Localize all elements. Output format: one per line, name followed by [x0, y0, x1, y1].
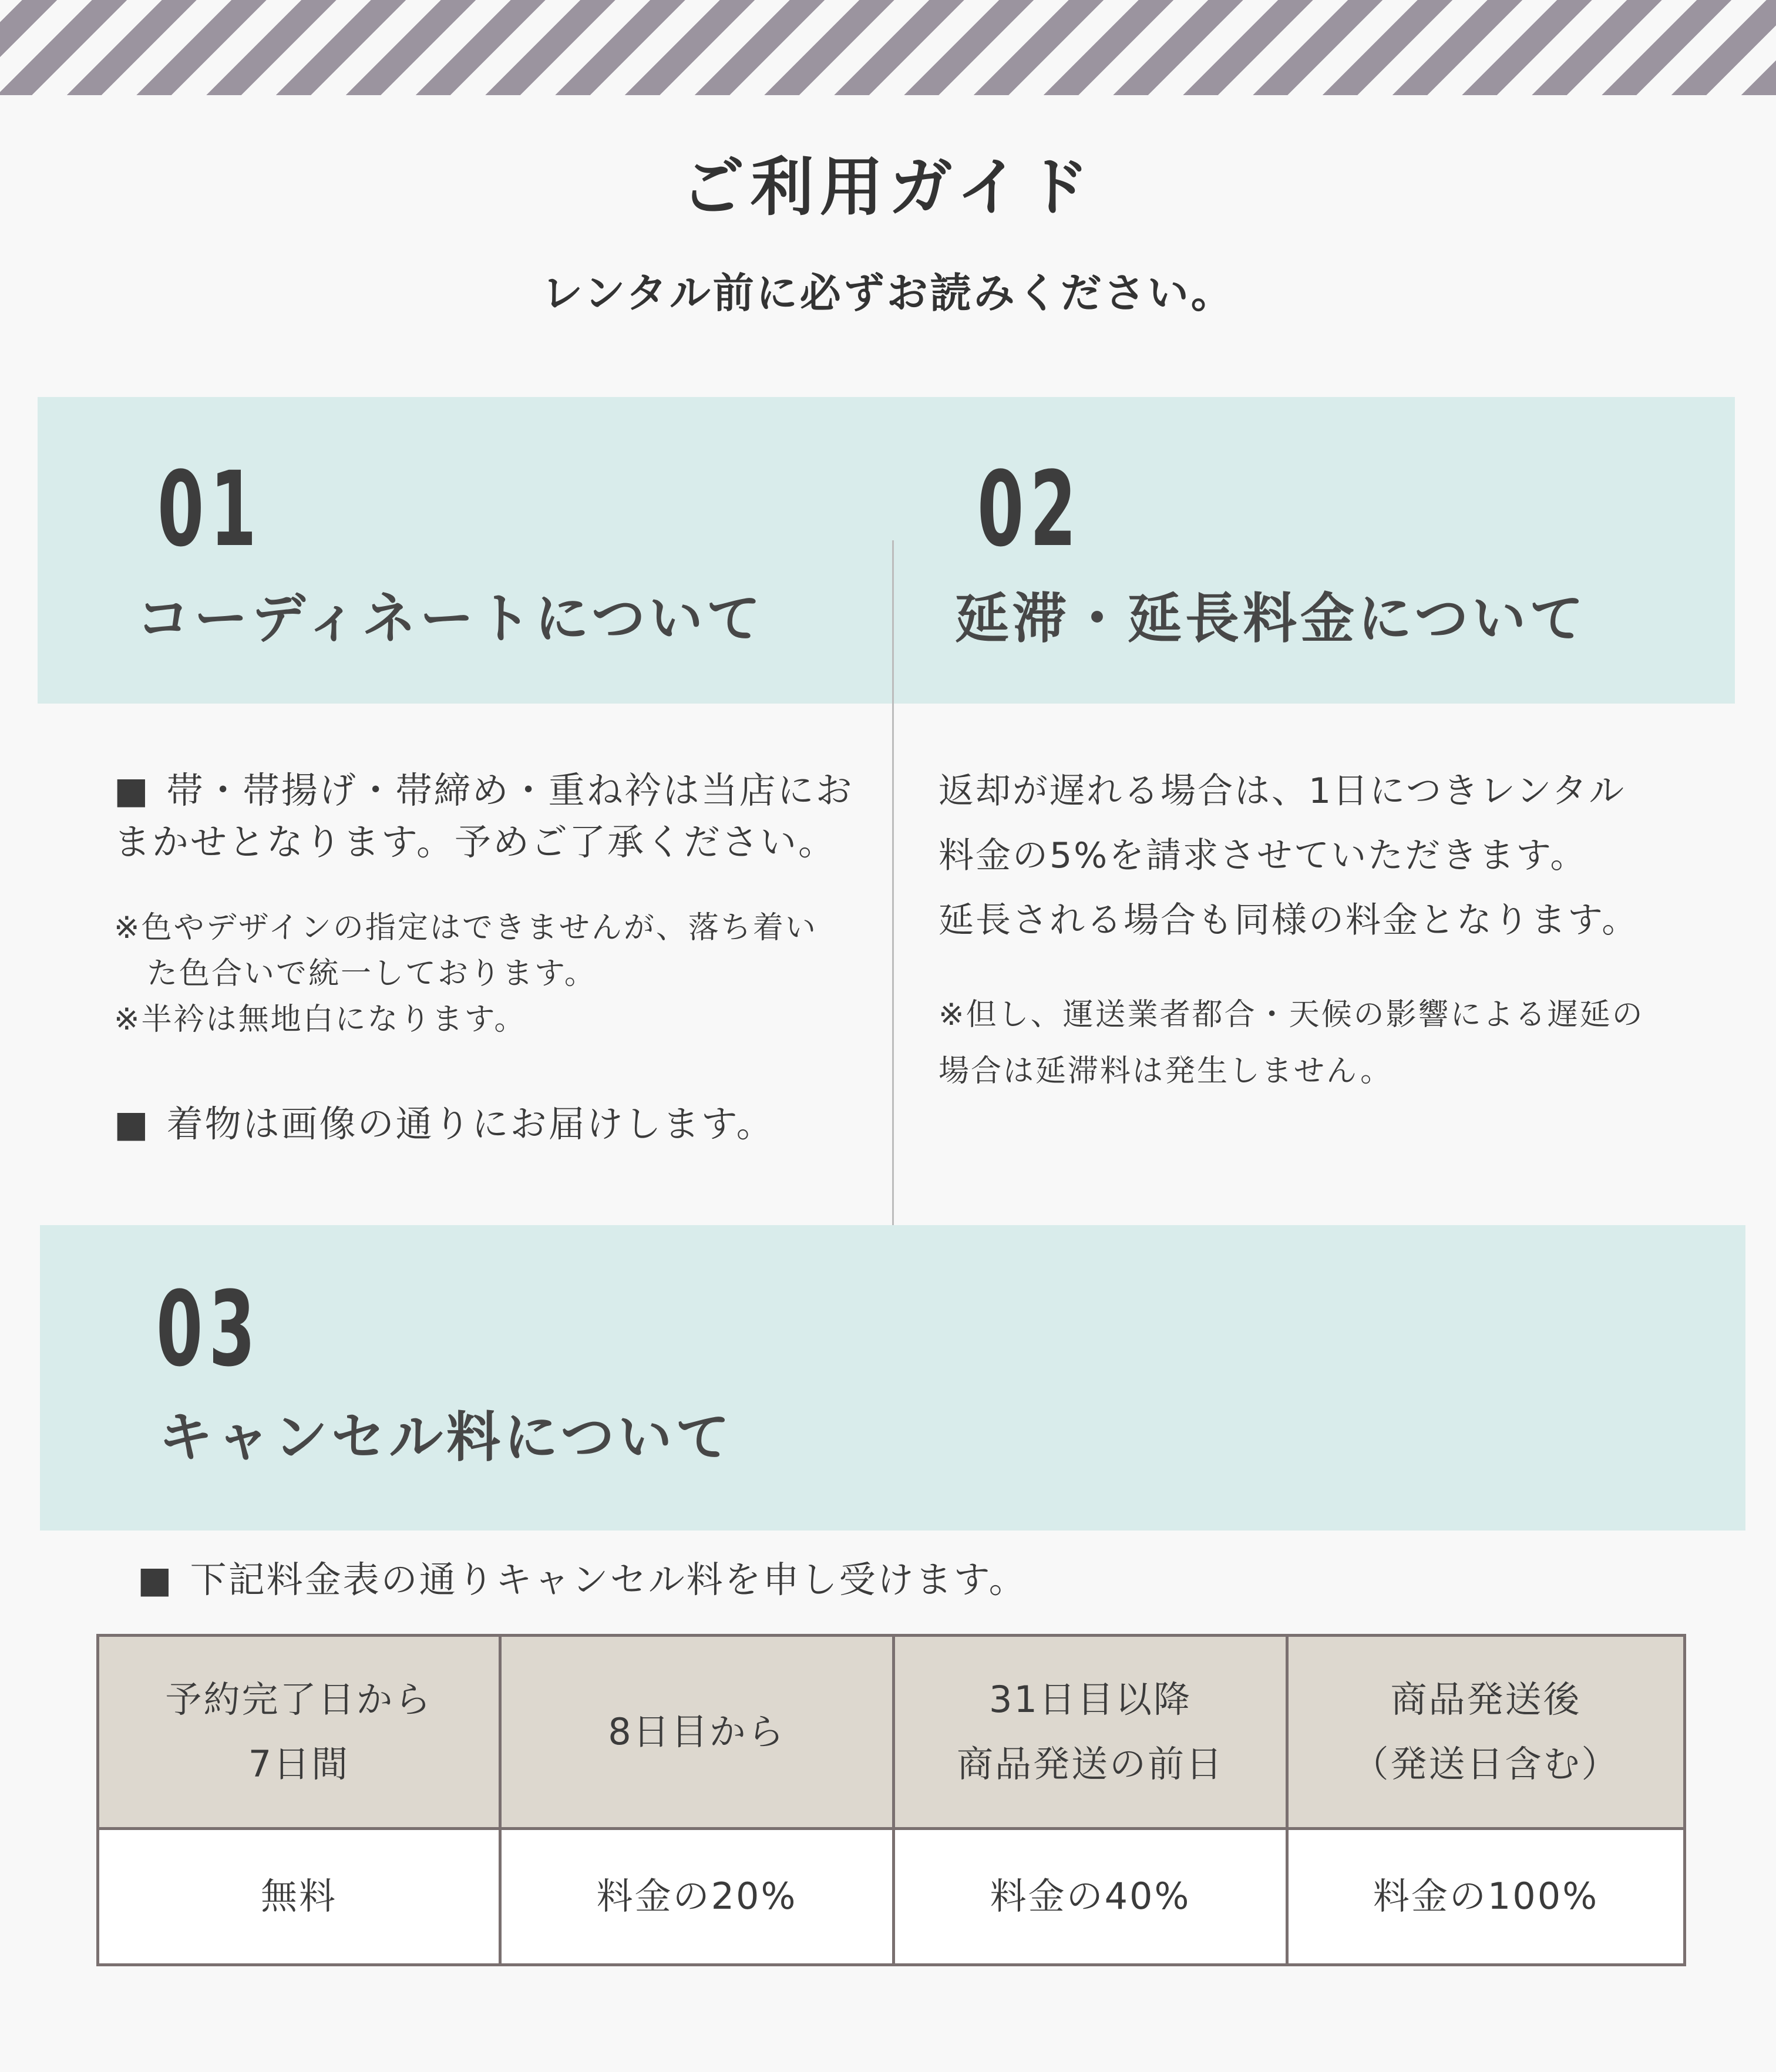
section-1-bullet-2 [114, 1098, 775, 1150]
section-3-number: 03 [156, 1269, 261, 1390]
table-cell: 料金の40% [894, 1828, 1287, 1965]
bullet-square-icon: ■ [137, 1558, 174, 1601]
table-cell: 無料 [98, 1828, 500, 1965]
section-1-bullet-2-text: 着物は画像の通りにお届けします。 [166, 1102, 775, 1145]
section-2-note [939, 987, 1644, 1099]
section-2-note-line-2: 場合は延滞料は発生しません。 [939, 1054, 1393, 1089]
section-1-bullet-1 [114, 765, 854, 868]
section-2-body [939, 759, 1639, 953]
section-3-bullet-text: 下記料金表の通りキャンセル料を申し受けます。 [190, 1558, 1027, 1601]
section-1-note-1: ※色やデザインの指定はできませんが、落ち着い [114, 910, 818, 946]
table-cell: 料金の20% [500, 1828, 894, 1965]
section-3-bullet [137, 1554, 1027, 1606]
section-header-band-top [38, 397, 1735, 704]
table-header-row [98, 1636, 1685, 1829]
section-2-number: 02 [977, 449, 1082, 570]
section-1-notes [114, 905, 818, 1042]
section-divider [892, 540, 894, 1286]
section-2-body-line-1: 返却が遅れる場合は、1日につきレンタル [939, 771, 1626, 812]
bullet-square-icon: ■ [114, 1102, 150, 1145]
section-1-number: 01 [157, 449, 263, 570]
page-title: ご利用ガイド [681, 150, 1095, 224]
bullet-square-icon: ■ [114, 769, 150, 812]
section-3-heading: キャンセル料について [159, 1406, 734, 1469]
section-2-body-line-3: 延長される場合も同様の料金となります。 [939, 900, 1639, 941]
table-header-cell: 商品発送後 （発送日含む） [1287, 1636, 1685, 1829]
section-1-bullet-1-line-1: 帯・帯揚げ・帯締め・重ね衿は当店にお [166, 769, 854, 812]
decorative-stripe-banner [0, 0, 1776, 95]
table-header-cell: 予約完了日から 7日間 [98, 1636, 500, 1829]
table-header-cell: 31日目以降 商品発送の前日 [894, 1636, 1287, 1829]
section-header-band-bottom [40, 1225, 1745, 1531]
section-1-note-1-cont: た色合いで統一しております。 [147, 956, 597, 991]
table-cell: 料金の100% [1287, 1828, 1685, 1965]
table-header-cell: 8日目から [500, 1636, 894, 1829]
section-1-note-2: ※半衿は無地白になります。 [114, 1002, 527, 1037]
page-subtitle: レンタル前に必ずお読みください。 [541, 268, 1235, 317]
section-2-note-line-1: ※但し、運送業者都合・天候の影響による遅延の [939, 997, 1644, 1032]
cancellation-fee-table [96, 1634, 1686, 1966]
section-1-bullet-1-line-2: まかせとなります。予めご了承ください。 [114, 820, 837, 863]
section-2-body-line-2: 料金の5%を請求させていただきます。 [939, 835, 1587, 876]
section-2-heading: 延滞・延長料金について [955, 587, 1587, 650]
table-row [98, 1828, 1685, 1965]
section-1-heading: コーディネートについて [136, 587, 764, 650]
